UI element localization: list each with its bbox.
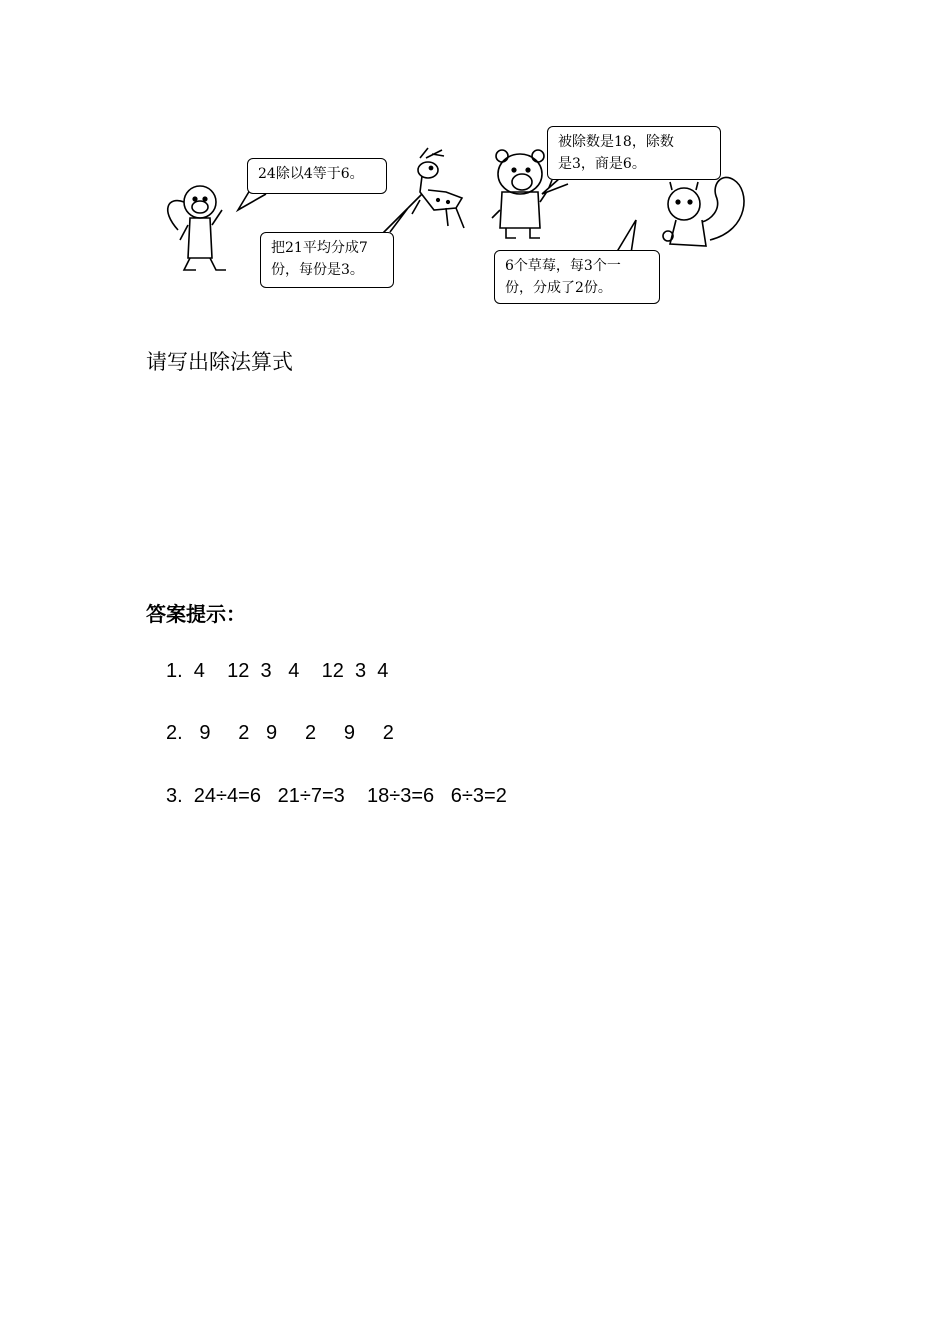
squirrel-icon (663, 177, 744, 246)
deer-speech-line-1: 把21平均分成7 (271, 240, 368, 256)
deer-icon (408, 148, 464, 228)
deer-speech-line-2: 份，每份是3。 (271, 262, 364, 278)
squirrel-speech-line-1: 6个草莓，每3个一 (505, 258, 621, 274)
bear-speech-line-2: 是3，商是6。 (558, 156, 646, 172)
answer-hints-title: 答案提示： (146, 602, 246, 626)
bear-speech-bubble (547, 126, 721, 180)
squirrel-speech-line-2: 份，分成了2份。 (505, 280, 612, 296)
deer-speech-bubble (260, 232, 394, 288)
monkey-speech-text: 24除以4等于6。 (258, 166, 364, 182)
answer-line-2: 2. 9 2 9 2 9 2 (166, 722, 394, 744)
question-prompt: 请写出除法算式 (146, 350, 293, 374)
monkey-speech-bubble (247, 158, 387, 194)
squirrel-speech-bubble (494, 250, 660, 304)
answer-line-3: 3. 24÷4=6 21÷7=3 18÷3=6 6÷3=2 (166, 785, 507, 807)
answer-line-1: 1. 4 12 3 4 12 3 4 (166, 660, 389, 682)
monkey-icon (168, 186, 226, 270)
bear-speech-line-1: 被除数是18，除数 (558, 134, 674, 150)
illustration (150, 110, 750, 320)
